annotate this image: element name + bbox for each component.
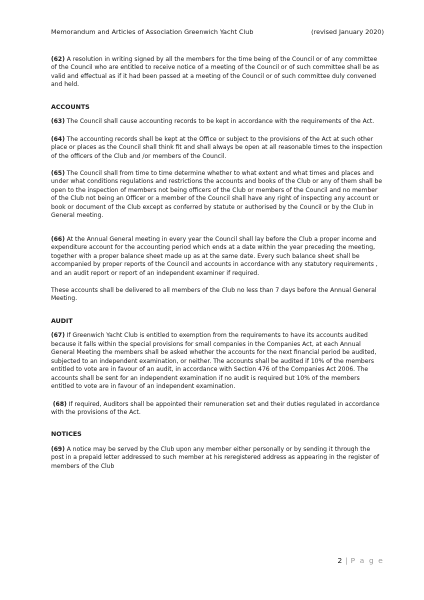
clause-text: A resolution in writing signed by all the members for the time being of the Council or of any committee of the Council who are entitled to receive notice of a meeting of the Council or of such committee shall be as valid and effectual as if it had been passed at a meeting of the Council or of such committee duly convened and held. <box>51 56 379 89</box>
page-label: P a g e <box>350 556 384 565</box>
heading-audit: AUDIT <box>51 317 73 325</box>
page-footer <box>338 556 384 565</box>
clause-number: (63) <box>51 118 65 126</box>
clause-text: A notice may be served by the Club upon any member either personally or by sending it through the post in a prepaid letter addressed to such member at his reregistered address as appearing in the register of members of the Club <box>51 445 380 470</box>
clause-number: (64) <box>51 135 65 143</box>
clause-text: The Council shall from time to time determine whether to what extent and what times and places and under what conditions regulations and restrictions the accounts and books of the Club or any of them shall be open to the inspection of members not being officers of the Club or members of the Council and no member of the Club not being an Officer or a member of the Council shall have any right of inspecting any account or book or document of the Club except as conferred by statute or authorised by the Council or by the Club in General meeting. <box>51 170 383 220</box>
clause-text: At the Annual General meeting in every year the Council shall lay before the Club a proper income and expenditure account for the accounting period which ends at a date within the year preceding the meeting, together with a proper balance sheet made up as at the same date. Every such balance sheet shall be accompanied by proper reports of the Council and accounts in accordance with any statutory requirements , and an audit report or report of an independent examiner if required. <box>51 235 378 277</box>
page-number: 2 <box>337 556 343 565</box>
clause-68 <box>51 401 383 418</box>
clause-text: The accounting records shall be kept at the Office or subject to the provisions of the Act at such other place or places as the Council shall think fit and shall always be open at all reasonable times to the inspection of the officers of the Club and /or members of the Council. <box>51 135 383 160</box>
clause-63 <box>51 118 383 126</box>
clause-text: If required, Auditors shall be appointed their remuneration set and their duties regulated in accordance with the provisions of the Act. <box>51 400 380 416</box>
header-title: Memorandum and Articles of Association Greenwich Yacht Club <box>51 28 254 36</box>
clause-67 <box>51 332 383 391</box>
clause-66 <box>51 236 383 278</box>
heading-notices: NOTICES <box>51 431 82 439</box>
clause-65 <box>51 170 383 221</box>
document-body <box>51 56 383 480</box>
clause-text: If Greenwich Yacht Club is entitled to exemption from the requirements to have its accounts audited because it falls within the special provisions for small companies in the Companies Act, at each Annual General Meeting the members shall be asked whether the accounts for the next financial period be audited, subjected to an independent examination, or neither. The accounts shall be audited if 10% of the members entitled to vote are in favour of an audit, in accordance with Section 476 of the Companies Act 2006. The accounts shall be sent for an independent examination if no audit is required but 10% of the members entitled to vote are in favour of an independent examination. <box>51 332 377 391</box>
clause-69 <box>51 446 383 471</box>
clause-66-continued: These accounts shall be delivered to all members of the Club no less than 7 days before the Annual General Meeting. <box>51 287 377 303</box>
clause-62 <box>51 56 383 90</box>
clause-text: The Council shall cause accounting records to be kept in accordance with the requirements of the Act. <box>64 118 375 126</box>
clause-64 <box>51 136 383 161</box>
clause-number: (68) <box>52 400 67 408</box>
footer-separator: | <box>345 556 348 565</box>
clause-number: (69) <box>51 445 65 453</box>
header-revision: (revised January 2020) <box>311 28 384 36</box>
heading-accounts: ACCOUNTS <box>51 103 90 111</box>
clause-number: (67) <box>51 332 65 340</box>
clause-number: (62) <box>51 56 65 63</box>
clause-number: (66) <box>51 235 65 243</box>
clause-number: (65) <box>51 170 65 178</box>
